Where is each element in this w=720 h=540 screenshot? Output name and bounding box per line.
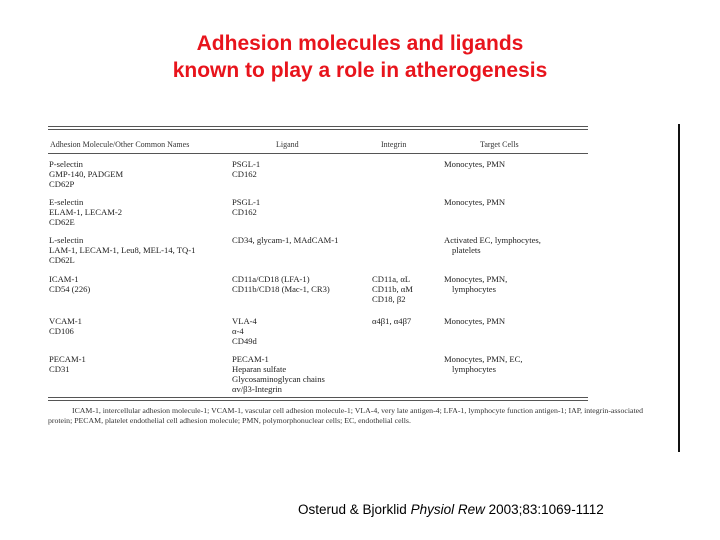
row-0-molecule <box>49 159 123 189</box>
title-line-2: known to play a role in atherogenesis <box>172 59 548 82</box>
row-3-integrin-line: CD11a, αL <box>372 274 411 284</box>
row-5-molecule-line: PECAM-1 <box>49 354 86 364</box>
title-line-1: Adhesion molecules and ligands <box>196 32 524 55</box>
row-3-integrin-line: CD11b, αM <box>372 284 413 294</box>
row-4-integrin <box>372 316 411 326</box>
table-bottom-rule-2 <box>48 400 588 401</box>
header-molecule: Adhesion Molecule/Other Common Names <box>50 140 190 149</box>
row-2-ligand <box>232 235 338 245</box>
row-2-molecule <box>49 235 195 265</box>
row-3-molecule-line: CD54 (226) <box>49 284 91 294</box>
row-1-molecule <box>49 197 122 227</box>
header-target-cells: Target Cells <box>480 140 519 149</box>
row-5-molecule-line: CD31 <box>49 364 70 374</box>
header-ligand: Ligand <box>276 140 299 149</box>
row-1-molecule-line: E-selectin <box>49 197 84 207</box>
row-3-ligand-line: CD11a/CD18 (LFA-1) <box>232 274 310 284</box>
slide-title <box>0 30 720 84</box>
row-3-target-line: lymphocytes <box>452 284 496 294</box>
row-0-molecule-line: GMP-140, PADGEM <box>49 169 124 179</box>
row-4-ligand <box>232 316 257 346</box>
row-0-target <box>444 159 505 169</box>
row-1-molecule-line: ELAM-1, LECAM-2 <box>49 207 123 217</box>
citation <box>298 502 604 517</box>
row-3-target <box>444 274 507 294</box>
row-0-target-line: Monocytes, PMN <box>444 159 506 169</box>
row-1-ligand-line: PSGL-1 <box>232 197 261 207</box>
row-0-molecule-line: P-selectin <box>49 159 83 169</box>
row-0-molecule-line: CD62P <box>49 179 75 189</box>
row-0-ligand <box>232 159 260 179</box>
row-3-molecule <box>49 274 90 294</box>
row-3-ligand-line: CD11b/CD18 (Mac-1, CR3) <box>232 284 330 294</box>
row-5-target <box>444 354 523 374</box>
row-5-ligand-line: αv/β3-Integrin <box>232 384 282 394</box>
row-5-ligand-line: Glycosaminoglycan chains <box>232 374 325 384</box>
row-2-molecule-line: LAM-1, LECAM-1, Leu8, MEL-14, TQ-1 <box>49 245 196 255</box>
row-0-ligand-line: PSGL-1 <box>232 159 261 169</box>
row-5-molecule <box>49 354 86 374</box>
row-5-ligand-line: PECAM-1 <box>232 354 269 364</box>
row-5-target-line: Monocytes, PMN, EC, <box>444 354 523 364</box>
row-1-ligand <box>232 197 260 217</box>
row-3-target-line: Monocytes, PMN, <box>444 274 508 284</box>
row-3-integrin <box>372 274 413 304</box>
row-2-target-line: Activated EC, lymphocytes, <box>444 235 541 245</box>
row-5-ligand <box>232 354 325 394</box>
row-4-molecule-line: VCAM-1 <box>49 316 82 326</box>
row-1-target <box>444 197 505 207</box>
row-2-target <box>444 235 541 255</box>
row-4-integrin-line: α4β1, α4β7 <box>372 316 412 326</box>
row-5-target-line: lymphocytes <box>452 364 496 374</box>
row-3-ligand <box>232 274 330 294</box>
row-3-integrin-line: CD18, β2 <box>372 294 406 304</box>
row-4-ligand-line: VLA-4 <box>232 316 257 326</box>
row-4-ligand-line: CD49d <box>232 336 257 346</box>
table-top-rule <box>48 126 588 127</box>
table-top-rule-2 <box>48 129 588 130</box>
row-4-molecule-line: CD106 <box>49 326 74 336</box>
citation-ref: 2003;83:1069-1112 <box>488 502 604 517</box>
row-2-ligand-line: CD34, glycam-1, MAdCAM-1 <box>232 235 339 245</box>
header-integrin: Integrin <box>381 140 407 149</box>
row-4-ligand-line: α-4 <box>232 326 244 336</box>
row-2-molecule-line: L-selectin <box>49 235 84 245</box>
row-1-molecule-line: CD62E <box>49 217 75 227</box>
table-bottom-rule <box>48 397 588 398</box>
row-0-ligand-line: CD162 <box>232 169 257 179</box>
table-footnote: ICAM-1, intercellular adhesion molecule-1; VCAM-1, vascular cell adhesion molecule-1; VLA-4, very late antigen-4; LFA-1, lymphocyte function antigen-1; IAP, integrin-associated protein; PECAM, platelet endothelial cell adhesion molecule; PMN, polymorphonuclear cells; EC, endothelial cells. <box>48 406 643 425</box>
row-4-target <box>444 316 505 326</box>
header-bottom-rule <box>48 153 588 154</box>
row-4-molecule <box>49 316 82 336</box>
row-2-target-line: platelets <box>452 245 481 255</box>
row-5-ligand-line: Heparan sulfate <box>232 364 287 374</box>
row-2-molecule-line: CD62L <box>49 255 75 265</box>
citation-journal: Physiol Rew <box>410 502 485 517</box>
row-1-ligand-line: CD162 <box>232 207 257 217</box>
citation-authors: Osterud & Bjorklid <box>298 502 407 517</box>
row-4-target-line: Monocytes, PMN <box>444 316 506 326</box>
vertical-edge-bar <box>678 124 680 452</box>
row-3-molecule-line: ICAM-1 <box>49 274 79 284</box>
row-1-target-line: Monocytes, PMN <box>444 197 506 207</box>
